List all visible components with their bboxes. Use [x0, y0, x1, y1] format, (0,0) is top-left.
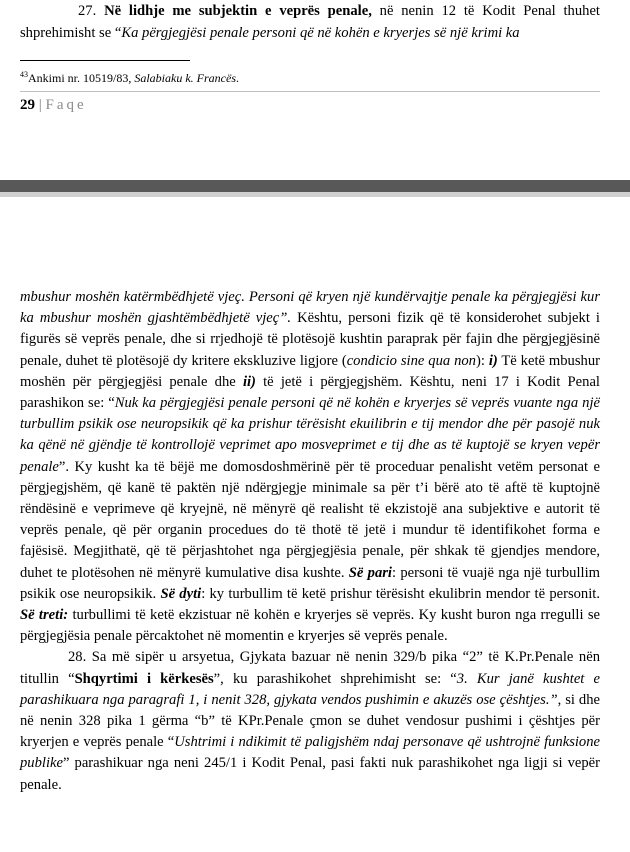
- paragraph-number: 27.: [78, 3, 97, 19]
- footnote-separator: [20, 60, 190, 61]
- page-footer: [20, 96, 87, 114]
- page-bottom: [0, 197, 630, 852]
- paragraph-27: 27. Në lidhje me subjektin e veprës penale, në nenin 12 të Kodit Penal thuhet shprehimisht se “Ka përgjegjësi penale personi që në kohën e kryerjes së një krimi ka: [20, 3, 600, 41]
- quoted-law: Ka përgjegjësi penale personi që në kohën e kryerjes së një krimi ka: [121, 25, 520, 41]
- quoted-article-329: 3. Kur janë kushtet e parashikuara nga paragrafi 1, i nenit 328, gjykata vendos pushimin e akuzës ose çështjes.: [20, 670, 600, 708]
- bold-heading: Në lidhje me subjektin e veprës penale,: [104, 3, 372, 19]
- page-top: [0, 0, 630, 180]
- page-gap-shadow: [0, 180, 630, 192]
- paragraph-28: 28. Sa më sipër u arsyetua, Gjykata bazuar në nenin 329/b pika “2” të K.Pr.Penale nën titullin “Shqyrtimi i kërkesës”, ku parashikohet shprehimisht se: “3. Kur janë kushtet e parashikuara nga paragrafi 1, i nenit 328, gjykata vendos pushimin e akuzës ose çështjes.”, si dhe në nenin 328 pika 1 gërma “b” të KPr.Penale çmon se duhet vendosur pushimi i çështjes për kryerjen e veprës penale “Ushtrimi i ndikimit të paligjshëm ndaj personave që ushtrojnë funksione publike” parashikuar nga neni 245/1 i Kodit Penal, pasi fakti nuk parashikohet nga ligji si vepër penale.: [20, 649, 600, 793]
- page-number: 29: [20, 97, 35, 113]
- paragraph-27-continued: mbushur moshën katërmbëdhjetë vjeç. Personi që kryen një kundërvajtje penale ka përgjegjësi kur ka mbushur moshën gjashtëmbëdhjetë vjeç”. Kështu, personi fizik që të konsiderohet subjekt i figurës së veprës penale, dhe si rrjedhojë të plotësojë kushtin paraprak për fajin dhe përgjegjësinë penale, duhet të plotësojë dy kritere ekskluzive ligjore (condicio sine qua non): i) Të ketë mbushur moshën për përgjegjësi penale dhe ii) të jetë i përgjegjshëm. Kështu, neni 17 i Kodit Penal parashikon se: “Nuk ka përgjegjësi penale personi që në kohën e kryerjes së veprës vuante nga një turbullim psikik ose neuropsikik që ka prishur tërësisht ekuilibrin e tij mendor dhe për pasojë nuk ka qënë në gjëndje të kontrollojë veprimet apo mosveprimet e tij dhe as të kuptojë se kryen vepër penale”. Ky kusht ka të bëjë me domosdoshmërinë për të proceduar penalisht vetëm personat e përgjegjshëm, që kanë të paktën një ndërgjegje minimale sa për t’i bërë ato të aftë të kuptojnë rëndësinë e veprimeve që kryejnë, në mënyrë që realisht të ekzistojë ana subjektive e autorit të veprës penale, që për organin procedues do të thotë të jetë i mundur të identifikohet forma e fajësisë. Megjithatë, që të përjashtohet nga përgjegjësia penale, për shkak të gjendjes mendore, duhet te plotësohen në mënyrë kumulative disa kushte. Së pari: personi të vuajë nga një turbullim psikik ose neuropsikik. Së dyti: ky turbullim të ketë prishur tërësisht ekulibrin mendor të personit. Së treti: turbullimi të ketë ekzistuar në kohën e kryerjes së veprës. Ky kusht buron nga rregulli se përgjegjësia penale përcaktohet në momentin e kryerjes së veprës penale.: [20, 289, 600, 645]
- quoted-article-17: Nuk ka përgjegjësi penale personi që në kohën e kryerjes së veprës vuante nga një turbullim psikik ose neuropsikik që ka prishur tërësisht ekuilibrin e tij mendor dhe për pasojë nuk ka qënë në gjëndje të kontrollojë veprimet apo mosveprimet e tij dhe as të kuptojë se kryen vepër penale: [20, 395, 600, 475]
- paragraph-number: 28.: [68, 649, 87, 666]
- footnote-case: Salabiaku k. Francës: [134, 71, 236, 85]
- footnote-number: 43: [20, 70, 28, 79]
- footnote: $^{43}$Ankimi nr. 10519/83, Salabiaku k. Francës.: [20, 70, 239, 85]
- page-separator: |: [38, 97, 42, 113]
- offense-name: Ushtrimi i ndikimit të paligjshëm ndaj personave që ushtrojnë funksione publike: [20, 734, 600, 772]
- body-text: [20, 287, 600, 796]
- page-label: Faqe: [45, 97, 87, 113]
- footer-rule: [20, 91, 600, 92]
